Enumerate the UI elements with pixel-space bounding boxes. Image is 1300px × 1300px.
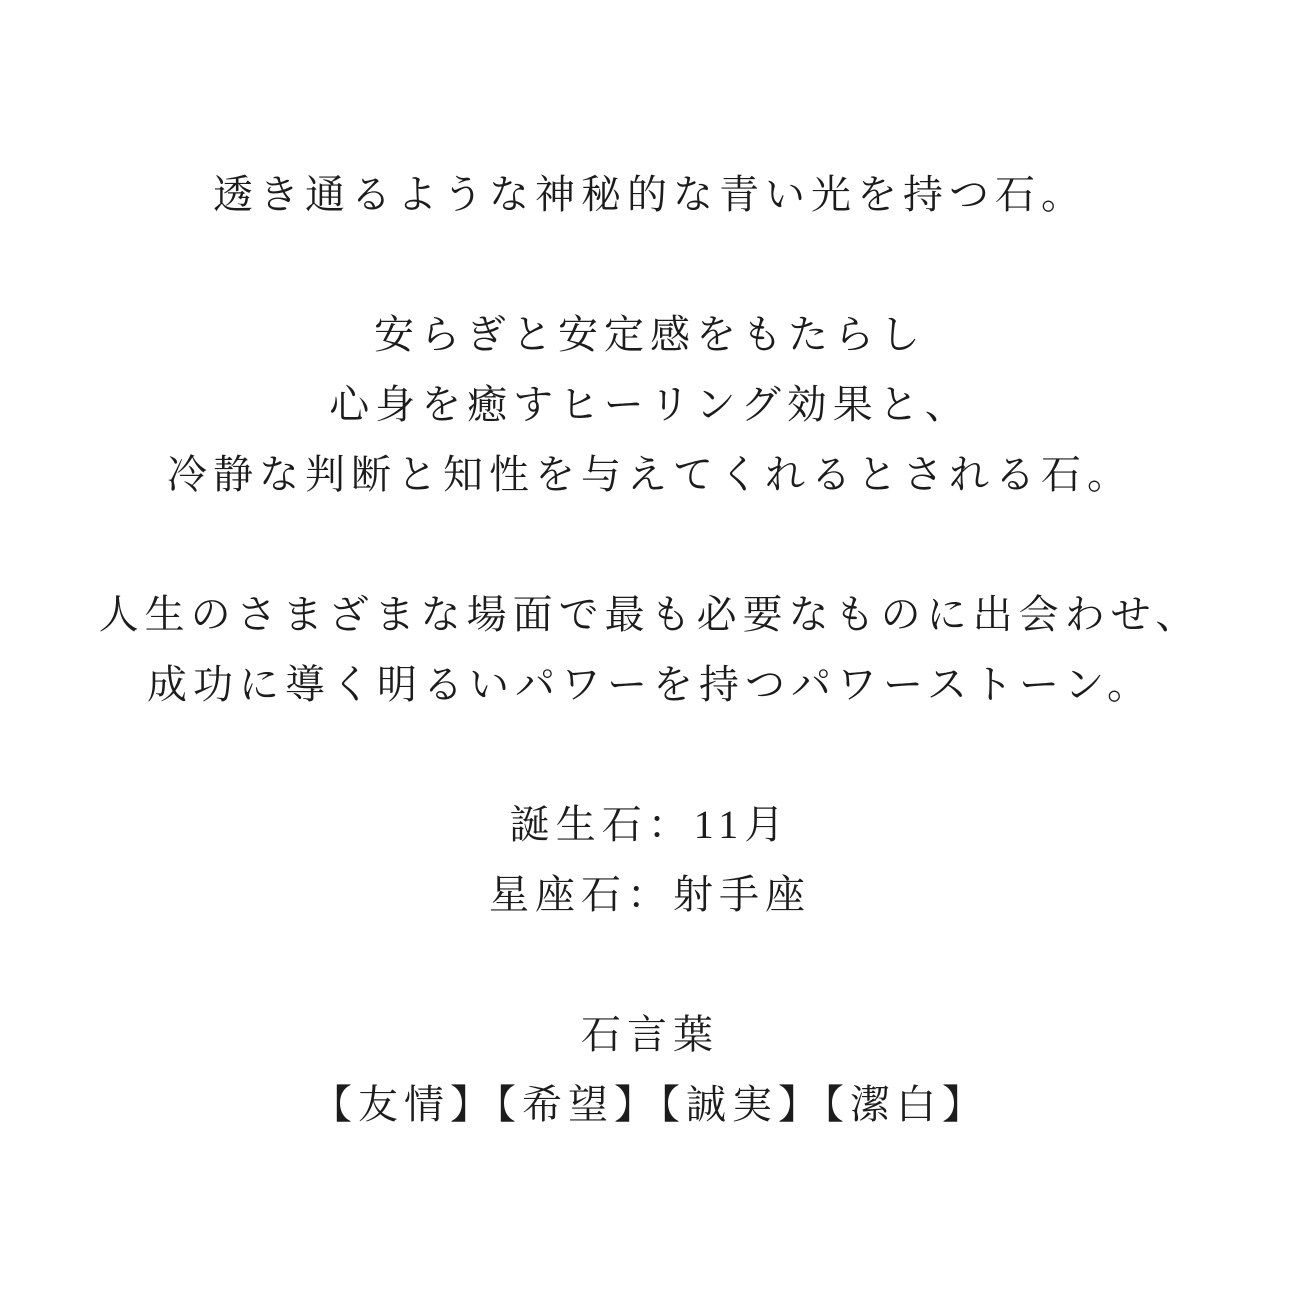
text-line: 成功に導く明るいパワーを持つパワーストーン。 <box>147 662 1153 707</box>
text-line: 【友情】【希望】【誠実】【潔白】 <box>312 1082 988 1127</box>
stone-description-text-block <box>0 160 1300 1140</box>
paragraph <box>0 160 1300 230</box>
text-line: 星座石：射手座 <box>489 872 811 917</box>
text-line: 安らぎと安定感をもたらし <box>374 312 926 357</box>
text-line: 誕生石：11月 <box>509 802 791 847</box>
text-line: 石言葉 <box>581 1012 719 1057</box>
paragraph <box>0 790 1300 930</box>
paragraph <box>0 580 1300 720</box>
text-line: 人生のさまざまな場面で最も必要なものに出会わせ、 <box>98 592 1202 637</box>
text-line: 冷静な判断と知性を与えてくれるとされる石。 <box>167 452 1133 497</box>
paragraph <box>0 300 1300 510</box>
paragraph <box>0 1000 1300 1140</box>
text-line: 透き通るような神秘的な青い光を持つ石。 <box>213 172 1087 217</box>
text-line: 心身を癒すヒーリング効果と、 <box>329 382 971 427</box>
